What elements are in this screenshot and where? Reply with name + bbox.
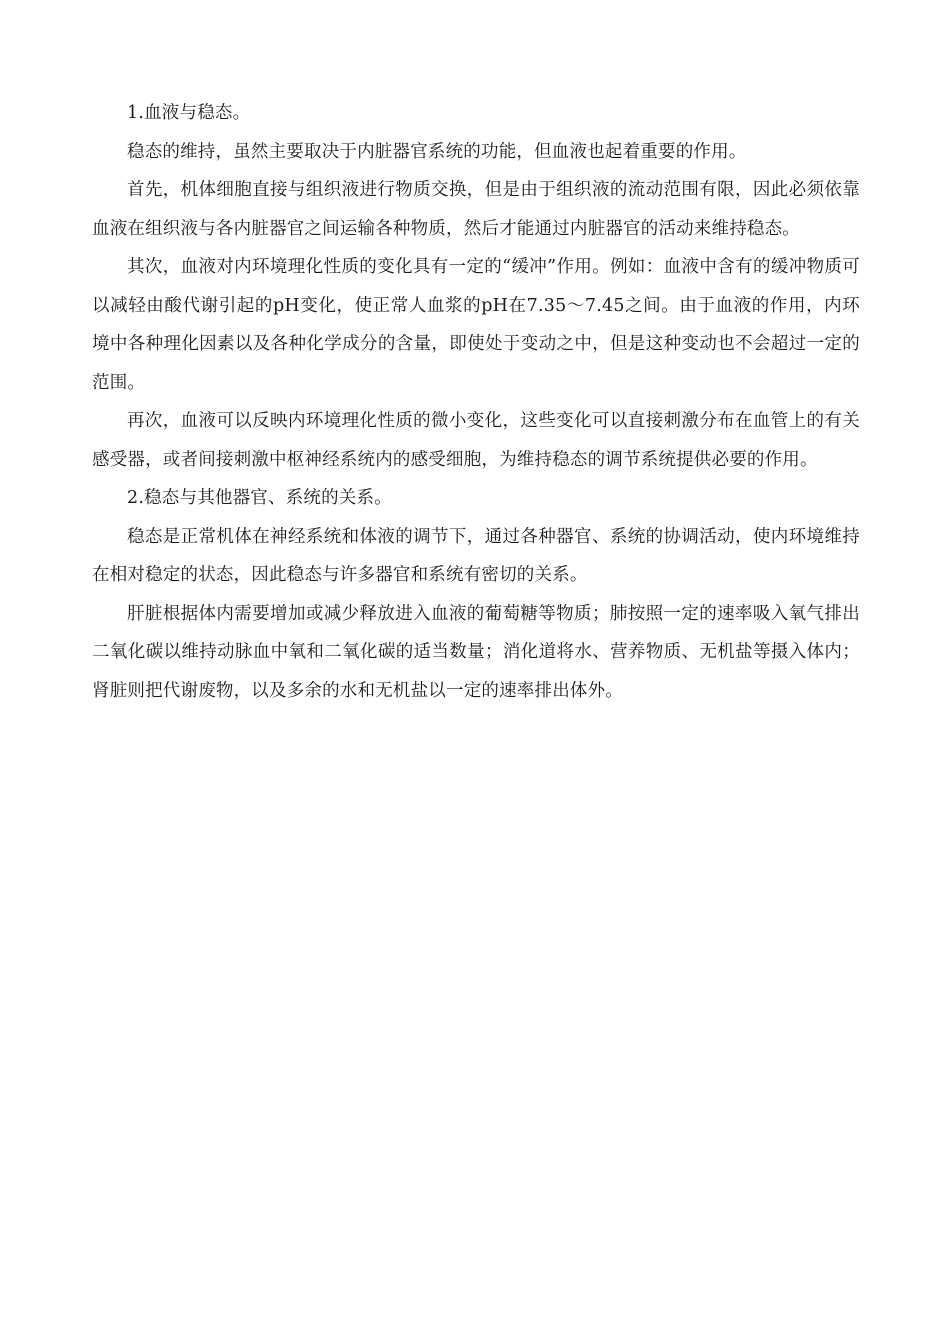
paragraph-homeostasis-definition: 稳态是正常机体在神经系统和体液的调节下，通过各种器官、系统的协调活动，使内环境维持在相对稳定的状态，因此稳态与许多器官和系统有密切的关系。 xyxy=(92,526,860,585)
paragraph-second: 其次，血液对内环境理化性质的变化具有一定的“缓冲”作用。例如：血液中含有的缓冲物质可以减轻由酸代谢引起的pH变化，使正常人血浆的pH在7.35～7.45之间。由于血液的作用，内环境中各种理化因素以及各种化学成分的含量，即使处于变动之中，但是这种变动也不会超过一定的范围。 xyxy=(92,257,860,393)
paragraph-organs: 肝脏根据体内需要增加或减少释放进入血液的葡萄糖等物质；肺按照一定的速率吸入氧气排出二氧化碳以维持动脉血中氧和二氧化碳的适当数量；消化道将水、营养物质、无机盐等摄入体内；肾脏则把代谢废物，以及多余的水和无机盐以一定的速率排出体外。 xyxy=(92,603,860,701)
section-heading-organs-systems: 2.稳态与其他器官、系统的关系。 xyxy=(127,488,392,508)
section-heading-blood-homeostasis: 1.血液与稳态。 xyxy=(127,103,251,123)
paragraph-first: 首先，机体细胞直接与组织液进行物质交换，但是由于组织液的流动范围有限，因此必须依靠血液在组织液与各内脏器官之间运输各种物质，然后才能通过内脏器官的活动来维持稳态。 xyxy=(92,180,860,239)
document-page xyxy=(92,94,860,710)
paragraph-third: 再次，血液可以反映内环境理化性质的微小变化，这些变化可以直接刺激分布在血管上的有关感受器，或者间接刺激中枢神经系统内的感受细胞，为维持稳态的调节系统提供必要的作用。 xyxy=(92,411,860,470)
paragraph-intro: 稳态的维持，虽然主要取决于内脏器官系统的功能，但血液也起着重要的作用。 xyxy=(127,141,747,162)
